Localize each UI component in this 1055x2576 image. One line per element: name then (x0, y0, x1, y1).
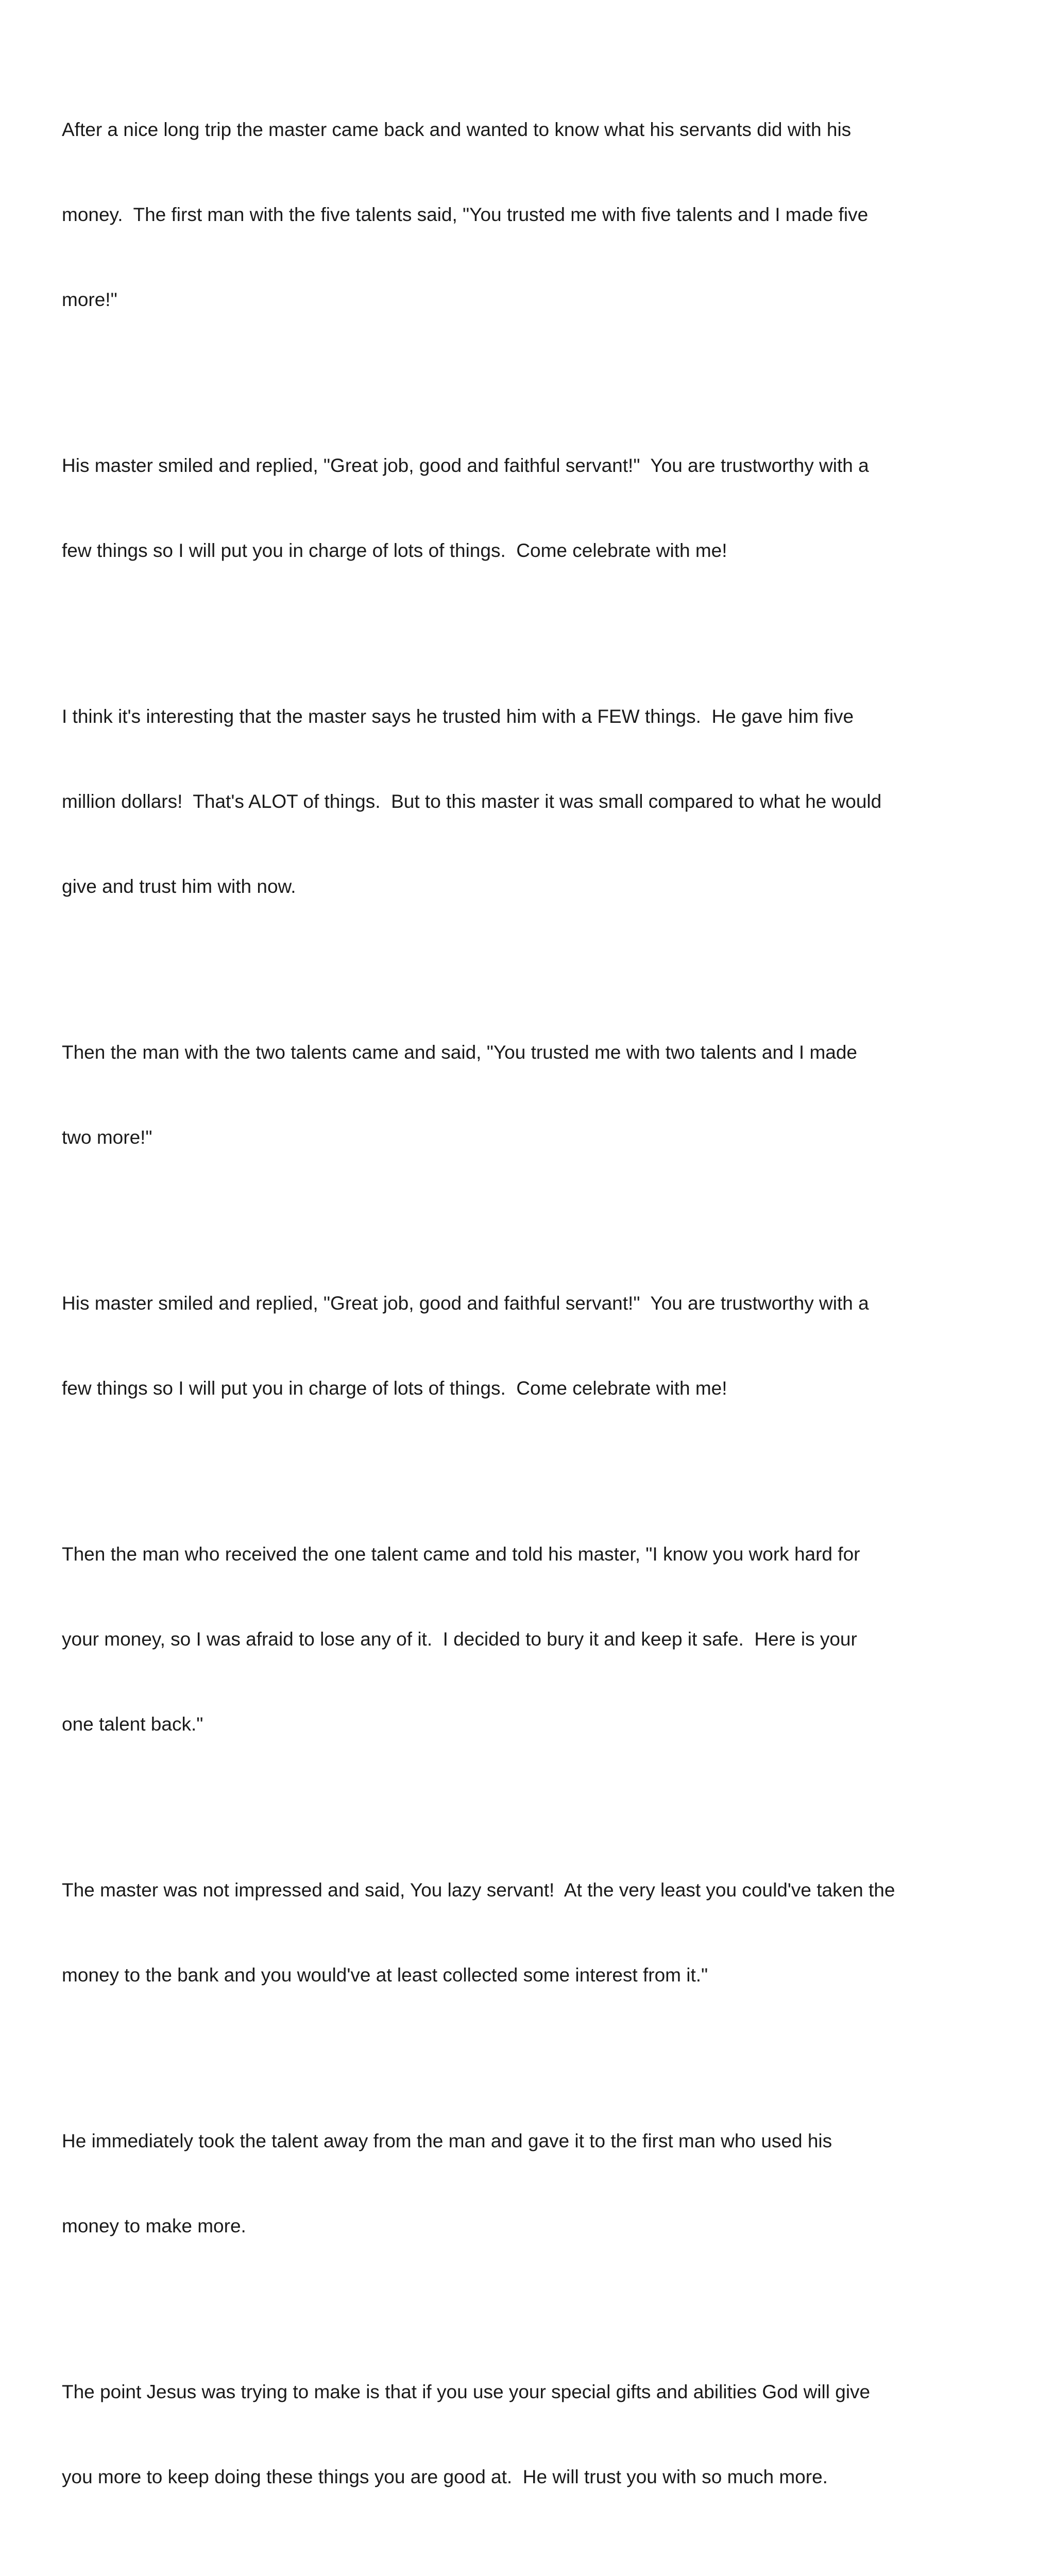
text-line: He immediately took the talent away from the man and gave it to the first man who used his (62, 2130, 832, 2151)
paragraph (62, 1232, 999, 1459)
paragraph (62, 1483, 999, 1795)
text-line: His master smiled and replied, "Great job, good and faithful servant!" You are trustworthy with a (62, 455, 869, 476)
paragraph (62, 2572, 999, 2576)
text-line: money to make more. (62, 2215, 246, 2236)
text-line: Then the man who received the one talent came and told his master, "I know you work hard for (62, 1544, 860, 1565)
text-line: After a nice long trip the master came back and wanted to know what his servants did with his (62, 119, 852, 140)
paragraph (62, 1819, 999, 2046)
text-line: two more!" (62, 1127, 152, 1148)
text-line: million dollars! That's ALOT of things. But to this master it was small compared to what he would (62, 791, 882, 812)
text-line: more!" (62, 289, 117, 310)
text-line: few things so I will put you in charge of lots of things. Come celebrate with me! (62, 540, 727, 561)
text-line: your money, so I was afraid to lose any of it. I decided to bury it and keep it safe. Here is your (62, 1629, 857, 1650)
paragraph (62, 2321, 999, 2548)
document-body (62, 59, 999, 2576)
text-line: The master was not impressed and said, You lazy servant! At the very least you could've taken the (62, 1879, 895, 1901)
text-line: few things so I will put you in charge of lots of things. Come celebrate with me! (62, 1378, 727, 1399)
text-line: His master smiled and replied, "Great job, good and faithful servant!" You are trustworthy with a (62, 1293, 869, 1314)
paragraph (62, 2070, 999, 2297)
paragraph (62, 981, 999, 1208)
paragraph (62, 395, 999, 621)
text-line: you more to keep doing these things you are good at. He will trust you with so much more. (62, 2466, 828, 2487)
text-line: money to the bank and you would've at least collected some interest from it." (62, 1964, 708, 1986)
text-line: I think it's interesting that the master says he trusted him with a FEW things. He gave him five (62, 706, 854, 727)
text-line: give and trust him with now. (62, 876, 296, 897)
text-line: money. The first man with the five talents said, "You trusted me with five talents and I made five (62, 204, 869, 225)
text-line: one talent back." (62, 1714, 203, 1735)
text-line: Then the man with the two talents came and said, "You trusted me with two talents and I made (62, 1042, 858, 1063)
paragraph (62, 59, 999, 370)
text-line: The point Jesus was trying to make is that if you use your special gifts and abilities God will give (62, 2381, 871, 2402)
paragraph (62, 646, 999, 957)
